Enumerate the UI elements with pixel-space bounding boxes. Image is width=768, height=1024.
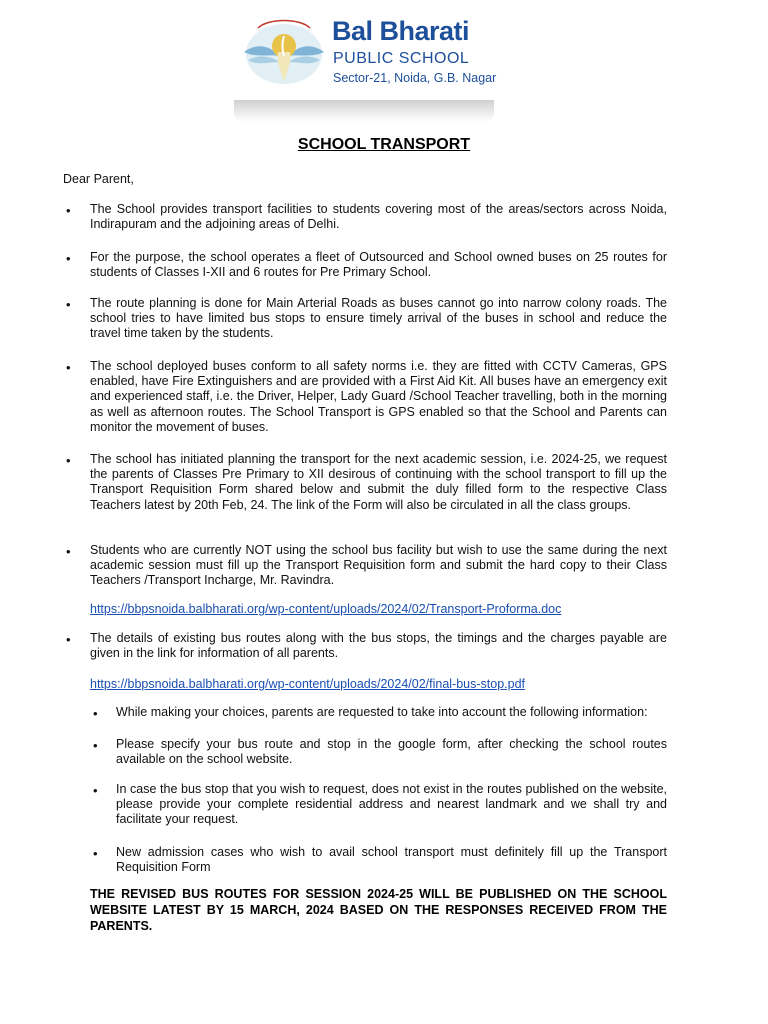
- bullet-paragraph: For the purpose, the school operates a fleet of Outsourced and School owned buses on 25 routes for students of Classes I-XII and 6 routes for Pre Primary School.: [90, 250, 667, 280]
- salutation: Dear Parent,: [63, 172, 134, 186]
- bullet-paragraph: The School provides transport facilities to students covering most of the areas/sectors across Noida, Indirapuram and the adjoining areas of Delhi.: [90, 202, 667, 232]
- bullet-dot: •: [66, 632, 71, 647]
- sub-bullet-paragraph: While making your choices, parents are requested to take into account the following information:: [116, 705, 648, 719]
- bullet-dot: •: [66, 251, 71, 266]
- sub-bullet-paragraph: In case the bus stop that you wish to request, does not exist in the routes published on the website, please provide your complete residential address and nearest landmark and we shall try and facilitate your request.: [116, 782, 667, 827]
- bullet-paragraph: The school has initiated planning the transport for the next academic session, i.e. 2024-25, we request the parents of Classes Pre Primary to XII desirous of continuing with the school transport to fill up the Transport Requisition Form shared below and submit the duly filled form to the respective Class Teachers latest by 20th Feb, 24. The link of the Form will also be circulated in all the class groups.: [90, 452, 667, 512]
- bus-stop-link[interactable]: https://bbpsnoida.balbharati.org/wp-content/uploads/2024/02/final-bus-stop.pdf: [90, 677, 526, 691]
- sub-bullet-paragraph: New admission cases who wish to avail school transport must definitely fill up the Transport Requisition Form: [116, 845, 667, 875]
- sub-bullet-dot: •: [93, 783, 98, 798]
- header-shadow-bar: [234, 100, 494, 122]
- bullet-paragraph: The details of existing bus routes along with the bus stops, the timings and the charges payable are given in the link for information of all parents.: [90, 631, 667, 661]
- logo-school-address: Sector-21, Noida, G.B. Nagar: [333, 71, 497, 85]
- bullet-paragraph: The route planning is done for Main Arterial Roads as buses cannot go into narrow colony roads. The school tries to have limited bus stops to ensure timely arrival of the buses in school and reduce the travel time taken by the students.: [90, 296, 667, 341]
- page-title: SCHOOL TRANSPORT: [297, 136, 471, 153]
- logo-school-subtitle: PUBLIC SCHOOL: [333, 50, 470, 67]
- sub-bullet-paragraph: Please specify your bus route and stop in the google form, after checking the school routes available on the school website.: [116, 737, 667, 767]
- sub-bullet-dot: •: [93, 846, 98, 861]
- bullet-dot: •: [66, 203, 71, 218]
- school-logo: [232, 8, 497, 100]
- bullet-dot: •: [66, 360, 71, 375]
- bullet-dot: •: [66, 544, 71, 559]
- sub-bullet-dot: •: [93, 738, 98, 753]
- bullet-paragraph: The school deployed buses conform to all safety norms i.e. they are fitted with CCTV Cameras, GPS enabled, have Fire Extinguishers and are provided with a First Aid Kit. All buses have an emergency exit and experienced staff, i.e. the Driver, Helper, Lady Guard /School Teacher travelling, both in the morning as well as afternoon routes. The School Transport is GPS enabled so that the School and Parents can monitor the movement of buses.: [90, 359, 667, 434]
- transport-proforma-link[interactable]: https://bbpsnoida.balbharati.org/wp-content/uploads/2024/02/Transport-Proforma.doc: [90, 602, 562, 616]
- sub-bullet-dot: •: [93, 706, 98, 721]
- school-header: [232, 8, 497, 120]
- bullet-paragraph: Students who are currently NOT using the school bus facility but wish to use the same during the next academic session must fill up the Transport Requisition form and submit the hard copy to their Class Teachers /Transport Incharge, Mr. Ravindra.: [90, 543, 667, 588]
- bullet-dot: •: [66, 297, 71, 312]
- routes-notice: THE REVISED BUS ROUTES FOR SESSION 2024-25 WILL BE PUBLISHED ON THE SCHOOL WEBSITE LATEST BY 15 MARCH, 2024 BASED ON THE RESPONSES RECEIVED FROM THE PARENTS.: [90, 887, 667, 933]
- school-emblem-icon: [238, 12, 330, 92]
- bullet-dot: •: [66, 453, 71, 468]
- logo-school-name: Bal Bharati: [332, 16, 470, 46]
